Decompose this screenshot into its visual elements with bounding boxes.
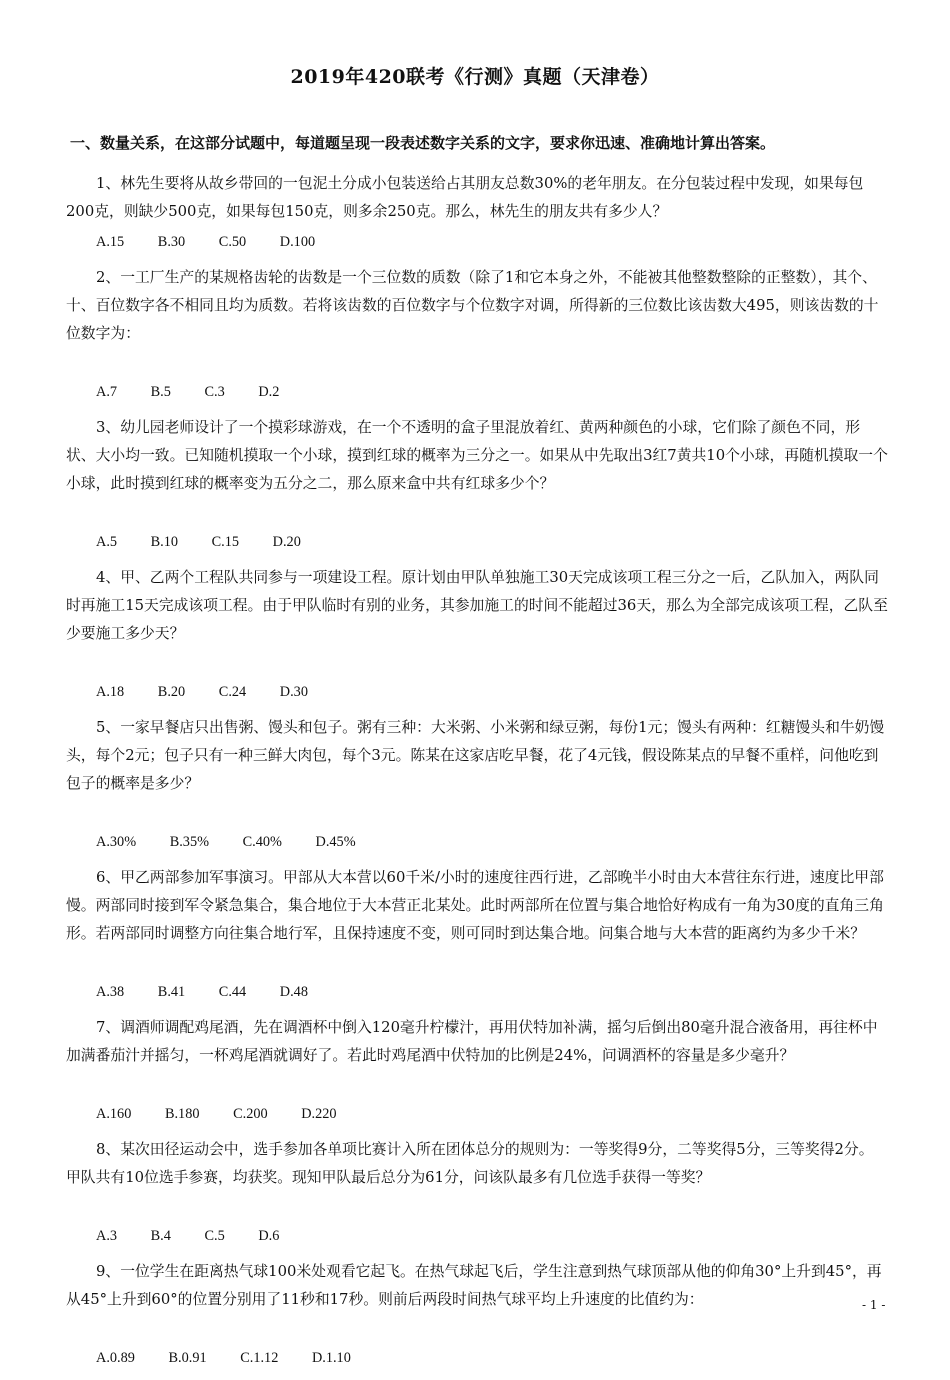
question-text: 1、林先生要将从故乡带回的一包泥土分成小包装送给占其朋友总数30%的老年朋友。在分包装过程中发现，如果每包200克，则缺少500克，如果每包150克，则多余250克。那么，林先生的朋友共有多少人？ [66, 175, 864, 220]
question-text: 4、甲、乙两个工程队共同参与一项建设工程。原计划由甲队单独施工30天完成该项工程三分之一后，乙队加入，两队同时再施工15天完成该项工程。由于甲队临时有别的业务，其参加施工的时间不能超过36天，那么为全部完成该项工程，乙队至少要施工多少天？ [66, 569, 888, 642]
question-7 [66, 1014, 888, 1128]
option-a: A.0.89 [96, 1350, 135, 1366]
option-a: A.160 [96, 1106, 132, 1122]
option-c: C.3 [204, 384, 225, 400]
question-text: 2、一工厂生产的某规格齿轮的齿数是一个三位数的质数（除了1和它本身之外，不能被其他整数整除的正整数），其个、十、百位数字各不相同且均为质数。若将该齿数的百位数字与个位数字对调，所得新的三位数比该齿数大495，则该齿数的十位数字为： [66, 269, 879, 342]
question-text: 6、甲乙两部参加军事演习。甲部从大本营以60千米/小时的速度往西行进，乙部晚半小时由大本营往东行进，速度比甲部慢。两部同时接到军令紧急集合，集合地位于大本营正北某处。此时两部所在位置与集合地恰好构成有一角为30度的直角三角形。若两部同时调整方向往集合地行军，且保持速度不变，则可同时到达集合地。问集合地与大本营的距离约为多少千米？ [66, 869, 884, 942]
option-b: B.10 [150, 534, 179, 550]
option-a: A.5 [96, 534, 118, 550]
option-c: C.44 [218, 984, 247, 1000]
options [96, 378, 888, 406]
question-8 [66, 1136, 888, 1250]
option-d: D.48 [279, 984, 308, 1000]
question-6 [66, 864, 888, 1006]
question-text: 9、一位学生在距离热气球100米处观看它起飞。在热气球起飞后，学生注意到热气球顶部从他的仰角30°上升到45°，再从45°上升到60°的位置分别用了11秒和17秒。则前后两段时间热气球平均上升速度的比值约为： [66, 1263, 882, 1308]
option-c: C.200 [233, 1106, 268, 1122]
question-list [66, 170, 888, 1380]
question-text: 5、一家早餐店只出售粥、馒头和包子。粥有三种：大米粥、小米粥和绿豆粥，每份1元；馒头有两种：红糖馒头和牛奶馒头，每个2元；包子只有一种三鲜大肉包，每个3元。陈某在这家店吃早餐，花了4元钱，假设陈某点的早餐不重样，问他吃到包子的概率是多少？ [66, 719, 885, 792]
option-a: A.15 [96, 234, 125, 250]
options [96, 1222, 888, 1250]
question-3 [66, 414, 888, 556]
question-text: 8、某次田径运动会中，选手参加各单项比赛计入所在团体总分的规则为：一等奖得9分，二等奖得5分，三等奖得2分。甲队共有10位选手参赛，均获奖。现知甲队最后总分为61分，问该队最多有几位选手获得一等奖？ [66, 1141, 874, 1186]
option-b: B.20 [157, 684, 186, 700]
option-b: B.35% [169, 834, 210, 850]
option-c: C.24 [218, 684, 247, 700]
question-text: 7、调酒师调配鸡尾酒，先在调酒杯中倒入120毫升柠檬汁，再用伏特加补满，摇匀后倒出80毫升混合液备用，再往杯中加满番茄汁并摇匀，一杯鸡尾酒就调好了。若此时鸡尾酒中伏特加的比例是24%，问调酒杯的容量是多少毫升？ [66, 1019, 878, 1064]
option-d: D.2 [258, 384, 280, 400]
options [96, 1100, 888, 1128]
question-2 [66, 264, 888, 406]
option-c: C.40% [242, 834, 282, 850]
options [96, 528, 888, 556]
question-1 [66, 170, 888, 256]
options [96, 828, 888, 856]
option-b: B.41 [157, 984, 186, 1000]
options [96, 228, 888, 256]
option-d: D.100 [279, 234, 316, 250]
question-9 [66, 1258, 888, 1372]
options [96, 678, 888, 706]
options [96, 978, 888, 1006]
option-a: A.7 [96, 384, 118, 400]
option-d: D.220 [301, 1106, 337, 1122]
option-d: D.6 [258, 1228, 280, 1244]
option-b: B.30 [157, 234, 186, 250]
option-b: B.5 [150, 384, 171, 400]
option-a: A.38 [96, 984, 125, 1000]
option-d: D.20 [272, 534, 301, 550]
option-a: A.18 [96, 684, 125, 700]
option-c: C.1.12 [240, 1350, 279, 1366]
page-title: 2019年420联考《行测》真题（天津卷） [290, 66, 660, 88]
question-text: 3、幼儿园老师设计了一个摸彩球游戏，在一个不透明的盒子里混放着红、黄两种颜色的小球，它们除了颜色不同，形状、大小均一致。已知随机摸取一个小球，摸到红球的概率为三分之一。如果从中先取出3红7黄共10个小球，再随机摸取一个小球，此时摸到红球的概率变为五分之二，那么原来盒中共有红球多少个？ [66, 419, 888, 492]
page-number: - 1 - [862, 1298, 886, 1312]
option-d: D.1.10 [311, 1350, 351, 1366]
question-5 [66, 714, 888, 856]
option-c: C.5 [204, 1228, 225, 1244]
section-heading: 一、数量关系，在这部分试题中，每道题呈现一段表述数字关系的文字，要求你迅速、准确地计算出答案。 [70, 134, 776, 152]
question-4 [66, 564, 888, 706]
option-a: A.3 [96, 1228, 118, 1244]
option-d: D.45% [315, 834, 356, 850]
option-a: A.30% [96, 834, 137, 850]
option-c: C.15 [211, 534, 240, 550]
option-b: B.180 [164, 1106, 200, 1122]
option-c: C.50 [218, 234, 247, 250]
option-b: B.4 [150, 1228, 171, 1244]
option-b: B.0.91 [168, 1350, 207, 1366]
options [96, 1344, 888, 1372]
option-d: D.30 [279, 684, 308, 700]
